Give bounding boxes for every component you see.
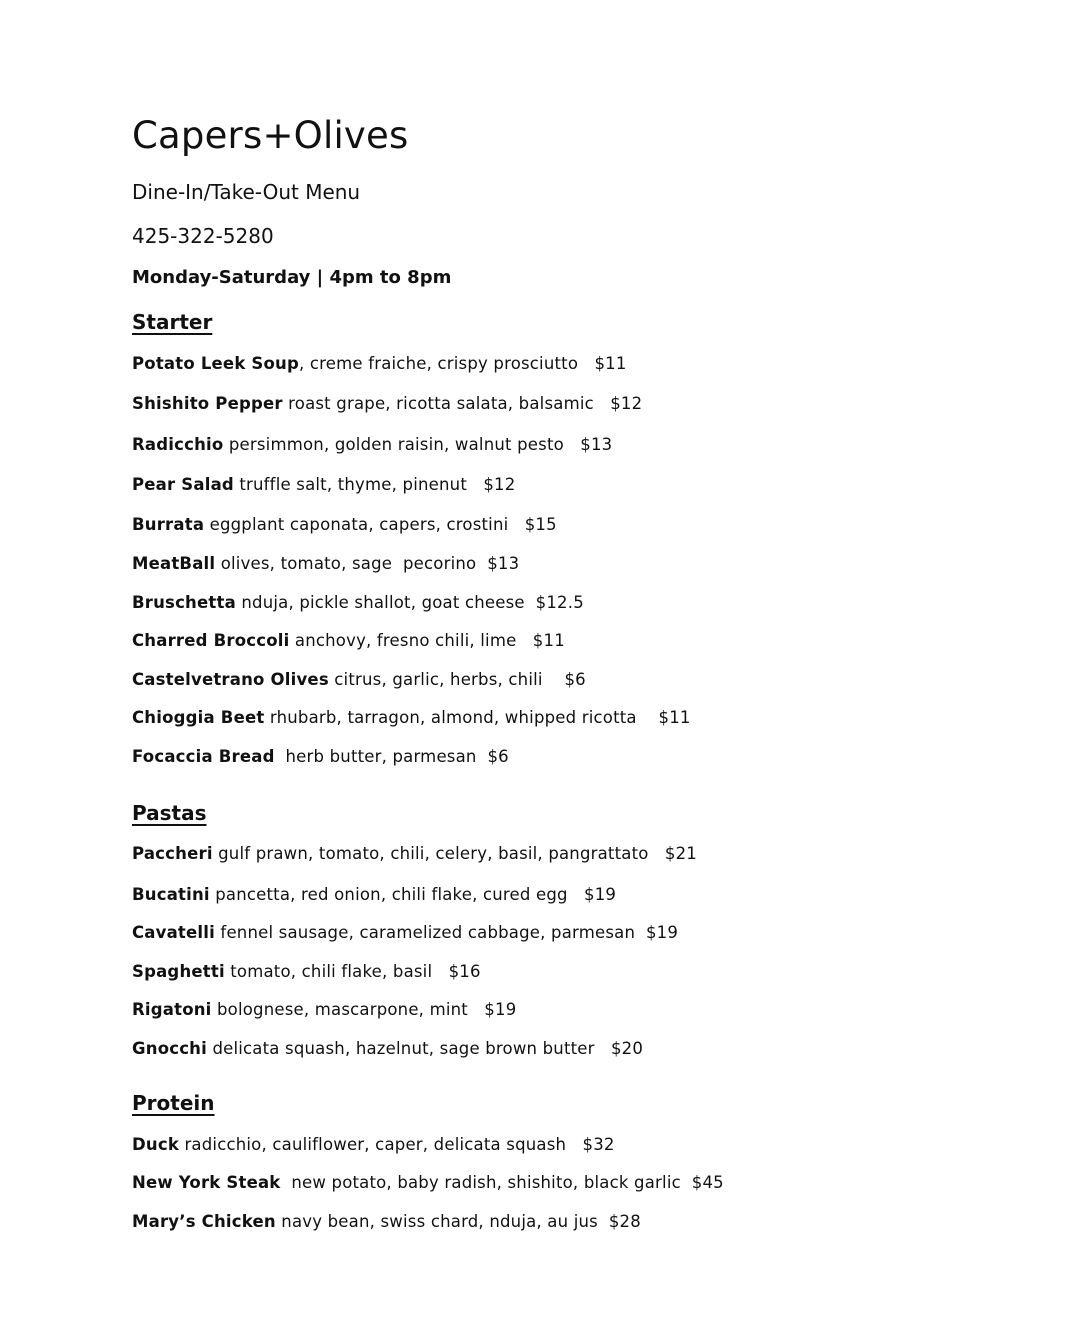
menu-item [132,631,565,650]
menu-item-description: anchovy, fresno chili, lime $11 [289,631,565,650]
menu-item [132,885,616,904]
menu-item [132,554,519,573]
menu-item-description: navy bean, swiss chard, nduja, au jus $28 [275,1212,641,1231]
menu-item [132,1039,643,1058]
menu-item-description: fennel sausage, caramelized cabbage, parmesan $19 [214,923,679,942]
menu-item [132,1212,641,1231]
menu-item [132,670,586,689]
menu-item-name: New York Steak [132,1173,281,1192]
menu-item-description: citrus, garlic, herbs, chili $6 [328,670,586,689]
menu-item-name: Bucatini [132,885,210,904]
menu-item-name: Burrata [132,515,205,534]
menu-item-description: new potato, baby radish, shishito, black garlic $45 [280,1173,724,1192]
menu-item [132,923,678,942]
menu-item-description: rhubarb, tarragon, almond, whipped ricotta $11 [264,708,691,727]
menu-item-name: Bruschetta [132,593,236,612]
menu-item [132,354,627,373]
menu-item-description: bolognese, mascarpone, mint $19 [211,1000,517,1019]
menu-item [132,844,697,863]
menu-item-description: roast grape, ricotta salata, balsamic $12 [282,394,643,413]
section-heading-starter: Starter [132,310,213,334]
menu-item-description: delicata squash, hazelnut, sage brown butter $20 [207,1039,644,1058]
menu-item-name: MeatBall [132,554,216,573]
menu-item-description: herb butter, parmesan $6 [274,747,509,766]
menu-item [132,394,642,413]
menu-item-name: Focaccia Bread [132,747,275,766]
menu-item-description: , creme fraiche, crispy prosciutto $11 [299,354,627,373]
menu-item [132,1135,615,1154]
menu-item-description: olives, tomato, sage pecorino $13 [215,554,520,573]
menu-item [132,593,584,612]
menu-item-description: radicchio, cauliflower, caper, delicata squash $32 [179,1135,615,1154]
menu-item-name: Duck [132,1135,179,1154]
menu-item-description: tomato, chili flake, basil $16 [224,962,481,981]
menu-item-name: Castelvetrano Olives [132,670,329,689]
menu-item-name: Pear Salad [132,475,234,494]
menu-subtitle: Dine-In/Take-Out Menu [132,180,361,204]
menu-item-description: nduja, pickle shallot, goat cheese $12.5 [235,593,584,612]
section-heading-protein: Protein [132,1091,215,1115]
phone-number: 425-322-5280 [132,224,274,248]
menu-item [132,515,557,534]
menu-item-name: Radicchio [132,435,224,454]
menu-item [132,962,481,981]
menu-item-description: pancetta, red onion, chili flake, cured egg $19 [209,885,617,904]
menu-item-name: Mary’s Chicken [132,1212,276,1231]
menu-item [132,1173,724,1192]
menu-item-name: Gnocchi [132,1039,207,1058]
menu-item-name: Charred Broccoli [132,631,290,650]
menu-item [132,1000,516,1019]
menu-item-description: eggplant caponata, capers, crostini $15 [204,515,557,534]
menu-item [132,747,509,766]
menu-item-description: gulf prawn, tomato, chili, celery, basil, pangrattato $21 [212,844,697,863]
menu-item [132,435,612,454]
menu-item-name: Shishito Pepper [132,394,283,413]
section-heading-pastas: Pastas [132,801,207,825]
menu-item-description: persimmon, golden raisin, walnut pesto $13 [223,435,613,454]
menu-item-name: Cavatelli [132,923,215,942]
opening-hours: Monday-Saturday | 4pm to 8pm [132,267,452,288]
restaurant-title: Capers+Olives [132,114,409,157]
menu-item-name: Rigatoni [132,1000,212,1019]
menu-item-name: Spaghetti [132,962,225,981]
menu-item-name: Potato Leek Soup [132,354,300,373]
menu-item [132,475,515,494]
menu-item-name: Paccheri [132,844,213,863]
menu-item-description: truffle salt, thyme, pinenut $12 [233,475,516,494]
menu-item [132,708,691,727]
menu-item-name: Chioggia Beet [132,708,265,727]
